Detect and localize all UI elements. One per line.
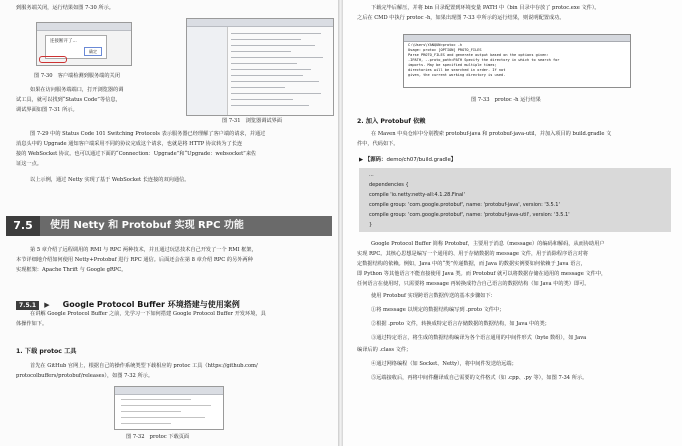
dialog-message: 连接断开了... [50,39,77,44]
para3: 以上示例，通过 Netty 实现了基于 WebSocket 长连接的双向通信。 [30,177,190,183]
cmd-line-7: given, the current working directory is used. [408,73,506,77]
cmd-line-3: Parse PROTO_FILES and generate output based on the options given: [408,53,549,57]
r-para2-line-2: 件中，代码如下。 [357,141,399,147]
figure-7-30-screenshot [36,22,132,66]
highlight-circle [39,56,67,63]
right-page [343,0,682,446]
step-5: ⑤远端接收后，再将中间件翻译成自己需要的文件格式（如 .cpp、.py 等），如图 7-34 所示。 [371,375,588,381]
github-page-header [115,387,223,395]
para5-line-2: 体操作如下。 [16,321,48,327]
side-para-line-3: 调试界面如图 7-31 所示。 [16,107,78,113]
left-page [0,0,338,446]
devtools-toolbar [187,19,333,27]
r-para3-line-5: 任何语言在使用时，只需要将 message 再转换成符合自己语言的数据结构（如 Java 中的类）即可。 [357,281,590,287]
heading-download-protoc: 1. 下载 protoc 工具 [16,348,77,355]
cmd-titlebar [404,35,630,42]
devtools-sidebar [187,27,228,115]
step-2: ②根据 .proto 文件，转换成特定语言存储数据的数据结构，如 Java 中的类； [371,321,550,327]
source-path: demo/ch07/build.gradle [386,157,451,163]
section-banner [6,216,332,236]
dialog-titlebar [37,23,131,31]
figure-7-32-caption: 图 7-32 protoc 下载页面 [126,434,190,440]
para2-line-1: 图 7-29 中的 Status Code 101 Switching Protocols 表示服务器已经理解了客户端的请求，并通过 [30,131,266,137]
para4-line-1: 第 5 章介绍了远程调用的 RMI 与 RPC 两种技术，并且通过玩思技术自己开发了一个 RMI 框架， [30,247,257,253]
subsection-arrow-icon: ▶ [44,301,50,309]
figure-7-31-caption: 图 7-31 浏览器调试界面 [222,118,282,124]
code-line-3: compile 'io.netty:netty-all:4.1.28.Final' [369,192,465,198]
cmd-line-6: directories will be searched in order. If not [408,68,506,72]
subsection-title: Google Protocol Buffer 环境搭建与使用案例 [62,300,240,309]
r-para4: 使用 Protobuf 实现跨语言数据传送的基本步骤如下： [371,293,496,299]
figure-7-31-screenshot [186,18,334,116]
source-label: 【源码： [364,157,387,163]
step-3: ③通过特定语言，将生成的数据结构编译为各个语言通用的中间件形式（byte 数组），如 Java [371,335,587,341]
cmd-line-2: Usage: protoc [OPTION] PROTO_FILES [408,48,482,52]
cmd-line-1: C:\Users\YANQUN>protoc -h [408,43,463,47]
para6-line-1: 首先在 GitHub 官网上，根据自己的操作系统类型下载相应的 protoc 工具（https://github.com/ [30,363,258,369]
step-4: ④通过网络编程（如 Socket、Netty），将中间件发送给远端； [371,361,517,367]
r-para1-line-1: 下载完毕后解压，并将 bin 目录配置到环境变量 PATH 中（bin 目录中存放了 protoc.exe 文件）。 [371,5,600,11]
para4-line-2: 本节详细地介绍如何使用 Netty+Protobuf 进行 RPC 通信。后面还会在第 8 章介绍 RPC 的另外两种 [16,257,253,263]
subsection-heading [16,292,240,311]
r-para2-line-1: 在 Maven 中央仓库中分别搜索 protobuf-java 和 protobuf-java-util，并加入项目的 build.gradle 文 [371,131,612,137]
code-line-5: compile group: 'com.google.protobuf', name: 'protobuf-java-util', version: '3.5.1' [369,212,570,218]
subsection-number: 7.5.1 [16,301,39,310]
para2-line-4: 证这一点。 [16,161,42,167]
code-line-6: } [369,222,373,228]
r-para3-line-1: Google Protocol Buffer 简称 Protobuf，主要用于消息（message）的编码和解码，从而协助用户 [371,241,605,247]
r-para1-line-2: 之后在 CMD 中执行 protoc -h，如果出现图 7-33 中所示的运行结果，则说明配置成功。 [357,15,565,21]
step-3-cont: 编译后的 .class 文件； [357,347,412,353]
intro-text: 到服务端关闭，运行结果如图 7-30 所示。 [16,5,114,11]
para2-line-3: 接的 WebSocket 协议。也可以通过下面的“Connection：Upgrade”和“Upgrade：websocket”来佐 [16,151,257,157]
side-para-line-1: 如果在访问服务端端口，打开浏览器的调 [30,87,124,93]
heading-add-protobuf: 2. 加入 Protobuf 依赖 [357,118,426,125]
section-number: 7.5 [6,216,40,236]
figure-7-30-caption: 图 7-30 客户端检测到服务端的关闭 [34,73,120,79]
cmd-line-5: imports. May be specified multiple times; [408,63,497,67]
source-arrow-icon: ▶ [359,157,364,163]
para2-line-2: 消息头中的 Upgrade 通知客户端采用不同的协议完成这个请求，也就是将 HTTP 协议转为了长连 [16,141,243,147]
code-block [359,168,671,232]
figure-7-33-caption: 图 7-33 protoc -h 运行结果 [471,97,541,103]
code-line-1: ... [369,172,374,178]
dialog-ok-button[interactable]: 确定 [84,47,102,56]
cmd-line-4: -IPATH, --proto_path=PATH Specify the directory in which to search for [408,58,560,62]
side-para-line-2: 试工具，就可以找到“Status Code”等信息， [16,97,121,103]
source-end: 】 [450,157,457,163]
r-para3-line-3: 定数据结构的依赖。例如，Java 中的“类”传递数据，而 Java 的数据实例要如何依赖于 Java 语言， [357,261,586,267]
step-1: ①将 message 以规定的数据结构编写到 .proto 文件中； [371,307,505,313]
source-reference [359,155,456,163]
code-line-4: compile group: 'com.google.protobuf', name: 'protobuf-java', version: '3.5.1' [369,202,560,208]
figure-7-33-cmd-window [403,34,631,88]
para5-line-1: 在讲解 Google Protocol Buffer 之前，先学习一下如何搭建 Google Protocol Buffer 开发环境，具 [30,311,266,317]
r-para3-line-4: 即 Python 等其他语言不能直接使用 Java 类。而 Protobuf 就可以将数据存储在通用的 message 文件中， [357,271,607,277]
para6-line-2: protocolbuffers/protobuf/releases），如图 7-32 所示。 [16,373,154,379]
section-title: 使用 Netty 和 Protobuf 实现 RPC 功能 [50,220,244,231]
figure-7-32-screenshot [114,386,224,430]
code-line-2: dependencies { [369,182,409,188]
r-para3-line-2: 实现 RPC。其核心思想是编写一个通用的、用于存储数据的 message 文件，用于消除程序语言对将 [357,251,589,257]
para4-line-3: 实现框架：Apache Thrift 与 Google gRPC。 [16,267,127,273]
